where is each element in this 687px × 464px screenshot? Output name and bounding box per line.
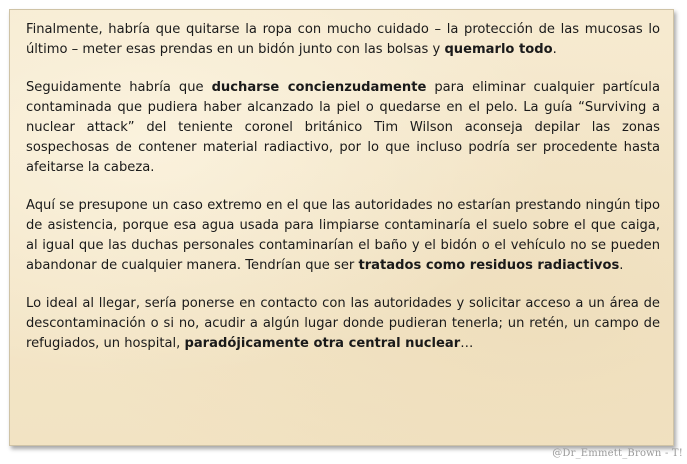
text-segment: Finalmente, habría que quitarse la ropa con mucho cuidado – la protección de las mucosas lo último – meter esas prendas en un bidón junto con las bolsas y: [26, 22, 660, 57]
bold-phrase-central: paradójicamente otra central nuclear: [184, 336, 461, 351]
watermark: @Dr_Emmett_Brown - T!: [552, 448, 683, 459]
text-segment: …: [460, 336, 474, 351]
bold-phrase-residuos: tratados como residuos radiactivos: [358, 258, 620, 273]
article-text: [26, 20, 660, 372]
text-segment: para eliminar cualquier partícula contaminada que pudiera haber alcanzado la piel o quedarse en el pelo. La guía “Surviving a nuclear attack” del teniente coronel británico Tim Wilson aconseja depilar las zonas sospechosas de contener material radiactivo, por lo que incluso podría ser procedente hasta afeitarse la cabeza.: [26, 80, 660, 175]
paragraph-2: [26, 78, 660, 178]
text-segment: Aquí se presupone un caso extremo en el que las autoridades no estarían prestando ningún tipo de asistencia, porque esa agua usada para limpiarse contaminaría el suelo sobre el que caiga, al igual que las duchas personales contaminarían el baño y el bidón o el vehículo no se pueden abandonar de cualquier manera. Tendrían que ser: [26, 198, 660, 273]
bold-phrase-quemarlo: quemarlo todo: [444, 42, 553, 57]
paragraph-3: [26, 196, 660, 276]
text-segment: Lo ideal al llegar, sería ponerse en contacto con las autoridades y solicitar acceso a un área de descontaminación o si no, acudir a algún lugar donde pudieran tenerla; un retén, un campo de refugiados, un hospital,: [26, 296, 660, 351]
paragraph-4: [26, 294, 660, 354]
document-frame: [9, 9, 674, 446]
paragraph-1: [26, 20, 660, 60]
text-segment: Seguidamente habría que: [26, 80, 212, 95]
bold-phrase-ducharse: ducharse concienzudamente: [211, 80, 427, 95]
text-segment: .: [619, 258, 624, 273]
text-segment: .: [552, 42, 557, 57]
